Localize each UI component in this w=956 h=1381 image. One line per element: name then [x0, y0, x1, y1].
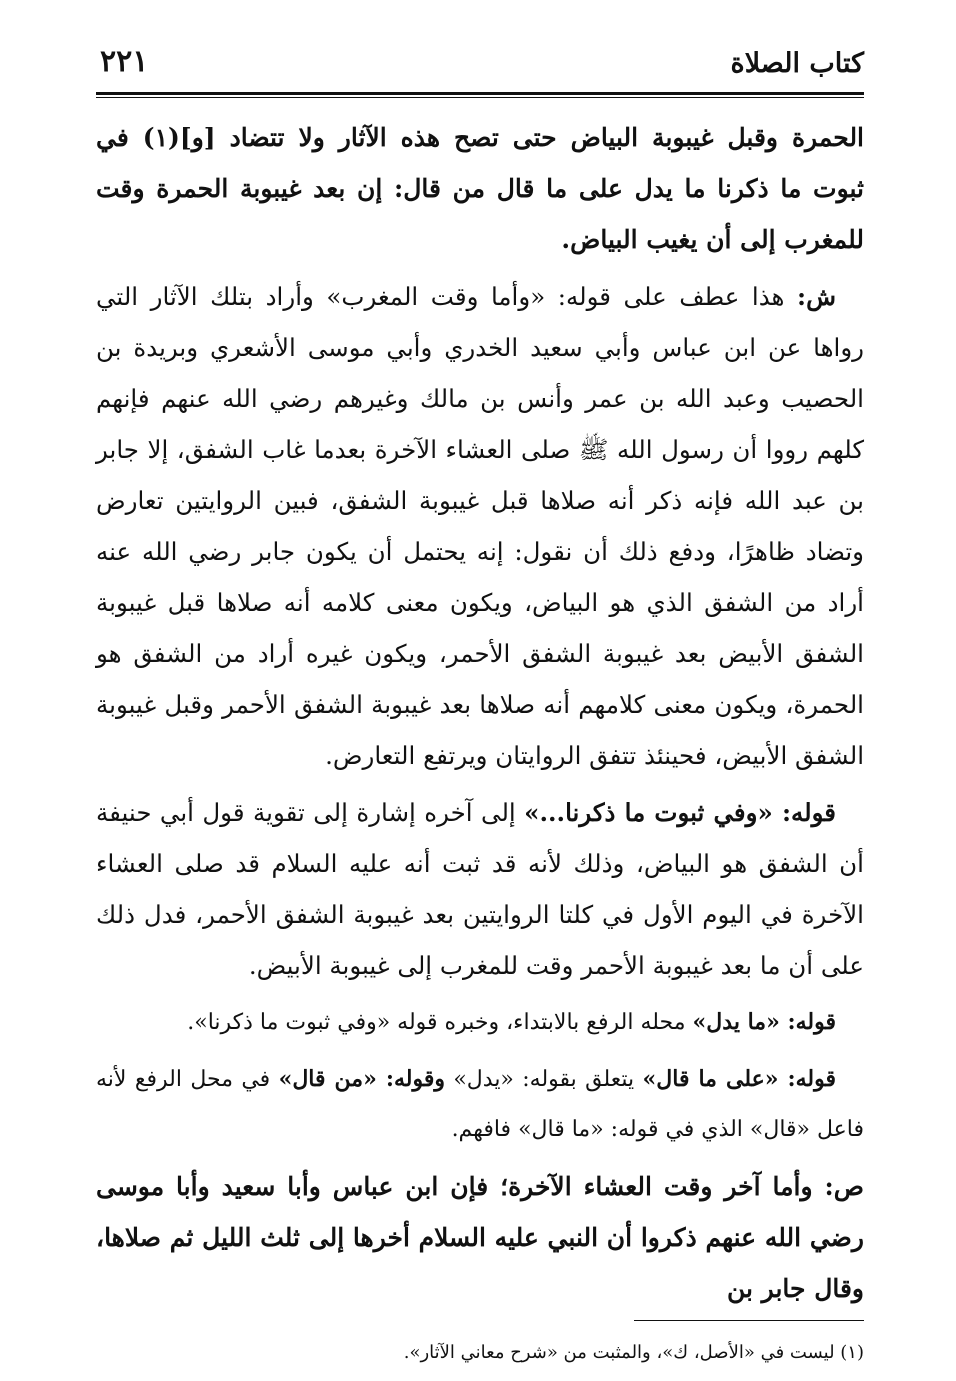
paragraph-text: في محل الرفع لأنه فاعل «قال» الذي في قوله: «ما قال» فافهم.: [96, 1067, 864, 1142]
paragraph-text: محله الرفع بالابتداء، وخبره قوله «وفي ثبوت ما ذكرنا».: [187, 1010, 693, 1035]
paragraph-lead: قوله: «ما يدل»: [692, 1009, 836, 1035]
header-rule: [96, 92, 864, 95]
book-title: كتاب الصلاة: [730, 48, 864, 79]
paragraph-lead: وقوله: «من قال»: [278, 1066, 445, 1092]
commentary-paragraph: [96, 787, 864, 991]
commentary-paragraph: [96, 271, 864, 781]
book-page: [96, 40, 865, 1363]
main-text-paragraph: الحمرة وقبل غيبوبة البياض حتى تصح هذه الآثار ولا تتضاد [و](١) في ثبوت ما ذكرنا ما يدل على ما قال من قال: إن بعد غيبوبة الحمرة وقت للمغرب إلى أن يغيب البياض.: [96, 123, 865, 254]
commentary-paragraph: [96, 997, 864, 1048]
footnote: (١) ليست في «الأصل، ك»، والمثبت من «شرح معاني الآثار».: [403, 1342, 864, 1363]
paragraph-lead: قوله: «وفي ثبوت ما ذكرنا...»: [524, 798, 836, 827]
paragraph-text: هذا عطف على قوله: «وأما وقت المغرب» وأراد بتلك الآثار التي رواها عن ابن عباس وأبي سعيد الخدري وأبي موسى الأشعري وبريدة بن الحصيب وعبد الله بن عمر وأنس بن مالك وغيرهم رضي الله عنهم فإنهم كلهم رووا أن رسول الله ﷺ صلى العشاء الآخرة بعدما غاب الشفق، إلا جابر بن عبد الله فإنه ذكر أنه صلاها قبل غيبوبة الشفق، فبين الروايتين تعارض وتضاد ظاهرًا، ودفع ذلك أن نقول: إنه يحتمل أن يكون جابر رضي الله عنه أراد من الشفق الذي هو البياض، ويكون معنى كلامه أنه صلاها قبل غيبوبة الشفق الأبيض بعد غيبوبة الشفق الأحمر، ويكون غيره أراد من الشفق هو الحمرة، ويكون معنى كلامهم أنه صلاها بعد غيبوبة الشفق الأحمر وقبل غيبوبة الشفق الأبيض، فحينئذ تتفق الروايتان ويرتفع التعارض.: [96, 282, 864, 770]
page-number: ٢٢١: [100, 44, 149, 79]
paragraph-lead: قوله: «على ما قال»: [642, 1066, 836, 1092]
page-body: [96, 112, 864, 1367]
page-header: [96, 40, 864, 88]
header-rule-thin: [96, 97, 864, 98]
footnote-rule: [634, 1320, 864, 1321]
paragraph-text: إلى آخره إشارة إلى تقوية قول أبي حنيفة أن الشفق هو البياض، وذلك لأنه قد ثبت أنه عليه السلام قد صلى العشاء الآخرة في اليوم الأول في كلتا الروايتين بعد غيبوبة الشفق الأحمر، فدل ذلك على أن ما بعد غيبوبة الأحمر وقت للمغرب إلى غيبوبة الأبيض.: [96, 798, 864, 980]
commentary-paragraph: [96, 1054, 864, 1155]
main-text-paragraph: ص: وأما آخر وقت العشاء الآخرة؛ فإن ابن عباس وأبا سعيد وأبا موسى رضي الله عنهم ذكروا أن النبي عليه السلام أخرها إلى ثلث الليل ثم صلاها، وقال جابر بن: [96, 1172, 864, 1303]
paragraph-text: يتعلق بقوله: «يدل»: [444, 1067, 643, 1092]
paragraph-lead: ش:: [797, 282, 836, 311]
